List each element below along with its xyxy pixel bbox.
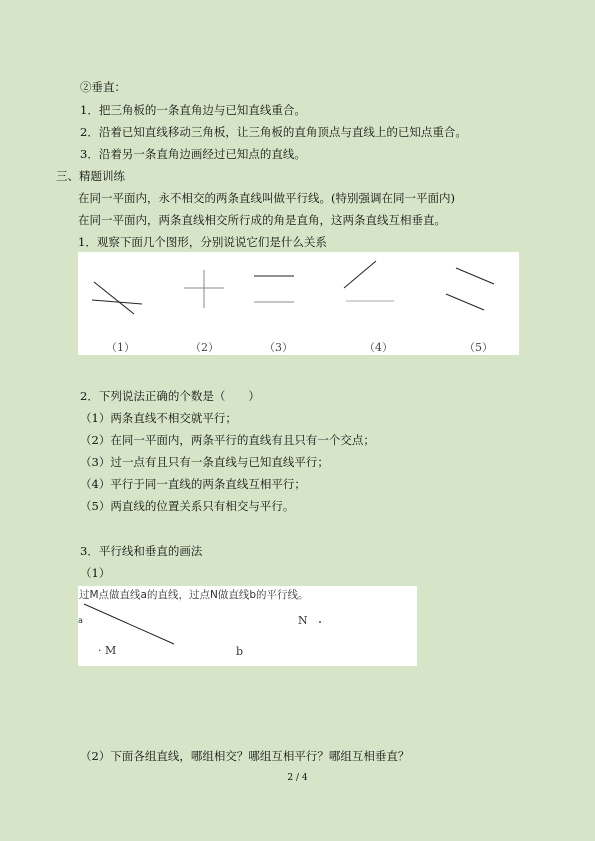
heading-perpendicular: ②垂直： xyxy=(80,80,126,94)
figure-instruction: 过M点做直线a的直线，过点N做直线b的平行线。 xyxy=(79,589,309,601)
figure-line-relations xyxy=(78,252,519,355)
figure-drawing-exercise-drawing xyxy=(78,586,417,666)
label-n: N xyxy=(298,614,308,627)
step-1: 1．把三角板的一条直角边与已知直线重合。 xyxy=(80,103,306,117)
statement-3: （3）过一点有且只有一条直线与已知直线平行； xyxy=(80,455,329,469)
page-number: 2 / 4 xyxy=(287,773,308,783)
figure-line-relations-drawing xyxy=(78,252,519,355)
question-3: 3．平行线和垂直的画法 xyxy=(80,544,203,558)
label-a: a xyxy=(78,616,83,625)
fig2-caption: （2） xyxy=(190,341,219,354)
fig4-caption: （4） xyxy=(364,341,393,354)
question-1: 1．观察下面几个图形，分别说说它们是什么关系 xyxy=(78,235,327,249)
step-3: 3．沿着另一条直角边画经过已知点的直线。 xyxy=(80,147,306,161)
fig5-line-bottom xyxy=(446,294,484,310)
fig5-caption: （5） xyxy=(464,341,493,354)
point-n-dot xyxy=(319,621,321,623)
definition-parallel: 在同一平面内，永不相交的两条直线叫做平行线。(特别强调在同一平面内) xyxy=(78,191,455,205)
fig1-line-b xyxy=(94,282,134,314)
statement-4: （4）平行于同一直线的两条直线互相平行； xyxy=(80,477,306,491)
statement-5: （5）两直线的位置关系只有相交与平行。 xyxy=(80,499,295,513)
fig3-caption: （3） xyxy=(264,341,293,354)
fig1-caption: （1） xyxy=(106,341,135,354)
line-a xyxy=(84,604,174,644)
fig5-line-top xyxy=(456,268,494,284)
step-2: 2．沿着已知直线移动三角板，让三角板的直角顶点与直线上的已知点重合。 xyxy=(80,125,467,139)
statement-1: （1）两条直线不相交就平行； xyxy=(80,411,237,425)
question-2: 2．下列说法正确的个数是（ ） xyxy=(80,389,260,403)
statement-2: （2）在同一平面内，两条平行的直线有且只有一个交点； xyxy=(80,433,375,447)
definition-perpendicular: 在同一平面内，两条直线相交所行成的角是直角，这两条直线互相垂直。 xyxy=(78,213,446,227)
fig4-line-diagonal xyxy=(344,261,376,288)
question-3-part-1: （1） xyxy=(80,566,111,580)
question-3-part-2: （2）下面各组直线，哪组相交？哪组互相平行？哪组互相垂直？ xyxy=(80,749,410,763)
section-title: 三、精题训练 xyxy=(56,169,125,183)
label-b: b xyxy=(236,645,244,658)
figure-drawing-exercise xyxy=(78,586,417,666)
label-m: · M xyxy=(98,644,117,657)
